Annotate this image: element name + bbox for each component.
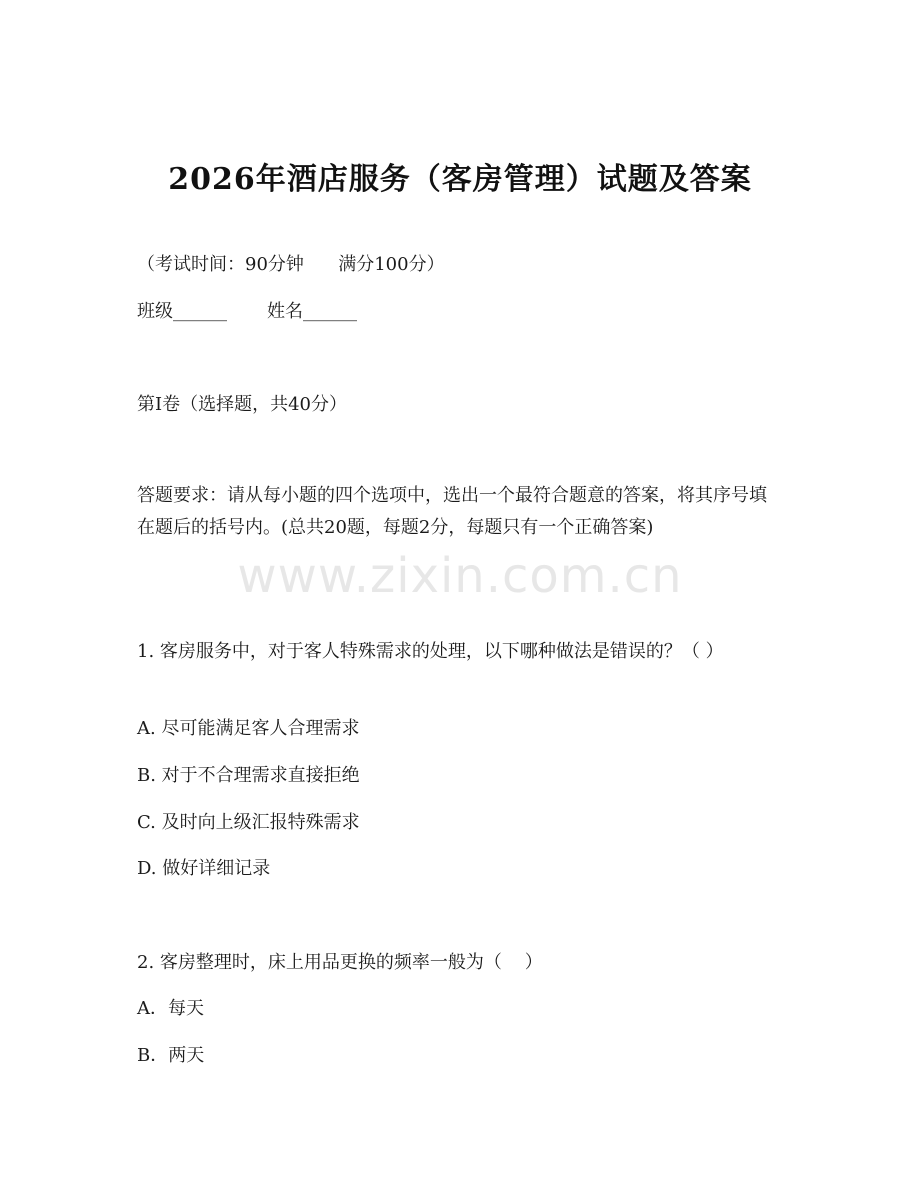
- document-title: 2026年酒店服务（客房管理）试题及答案: [168, 162, 752, 197]
- question-2-stem: 2. 客房整理时，床上用品更换的频率一般为（ ）: [137, 952, 543, 973]
- question-1-option-a: A. 尽可能满足客人合理需求: [137, 718, 360, 739]
- watermark: www.zixin.com.cn: [237, 548, 683, 604]
- exam-info: （考试时间：90分钟 满分100分）: [137, 254, 445, 275]
- question-2-option-a: A．每天: [137, 998, 204, 1019]
- class-name-fields: 班级______ 姓名______: [137, 301, 358, 322]
- question-2-option-b: B．两天: [137, 1045, 205, 1066]
- question-1-option-d: D. 做好详细记录: [137, 858, 271, 879]
- question-1-option-c: C. 及时向上级汇报特殊需求: [137, 812, 360, 833]
- instructions-paragraph: 答题要求：请从每小题的四个选项中，选出一个最符合题意的答案，将其序号填在题后的括号内。(总共20题，每题2分，每题只有一个正确答案): [137, 485, 767, 538]
- section-heading: 第I卷（选择题，共40分）: [137, 394, 348, 415]
- question-1-stem: 1. 客房服务中，对于客人特殊需求的处理，以下哪种做法是错误的？（ ）: [137, 641, 724, 662]
- question-1-option-b: B. 对于不合理需求直接拒绝: [137, 765, 360, 786]
